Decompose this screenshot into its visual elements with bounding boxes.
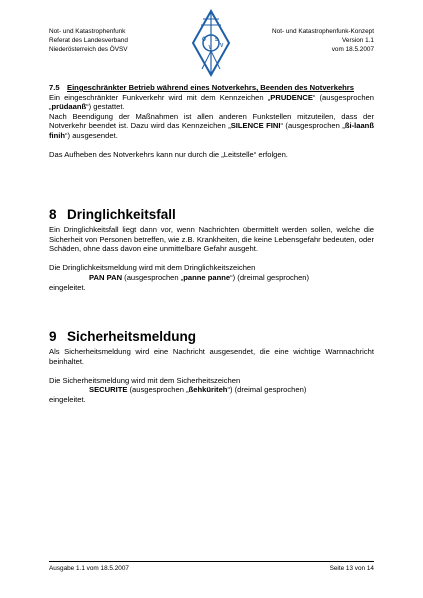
logo-letter-3: S — [215, 37, 219, 43]
paragraph: Ein Dringlichkeitsfall liegt dann vor, wenn Nachrichten übermittelt werden sollen, welche die Sicherheit von Personen betreffen, wie z.B. Krankheiten, die keine Lebensgefahr bedeuten, oder Schäden, ohne dass davon eine unmittelbare Gefahr ausgeht. — [49, 225, 374, 254]
logo-letter-4: V — [220, 43, 224, 49]
section-title: Eingeschränkter Betrieb während eines Notverkehrs, Beenden des Notverkehrs — [67, 83, 354, 92]
pronunciation: panne panne — [183, 272, 231, 282]
paragraph: Das Aufheben des Notverkehrs kann nur durch die „Leitstelle“ erfolgen. — [49, 150, 288, 160]
section-8 — [49, 207, 374, 292]
paragraph: eingeleitet. — [49, 282, 86, 292]
section-8-heading — [49, 207, 374, 223]
section-number: 7.5 — [49, 83, 60, 92]
header-right-line-1: Not- und Katastrophenfunk-Konzept — [272, 28, 374, 35]
section-number: 9 — [49, 329, 57, 344]
header-left-line-2: Referat des Landesverband — [49, 37, 128, 44]
pronunciation: ßehküriteh — [188, 385, 228, 395]
footer-divider — [49, 561, 374, 562]
header-right-line-3: vom 18.5.2007 — [331, 46, 374, 53]
pronunciation: prüdaanß — [51, 102, 87, 112]
header-right-line-2: Version 1.1 — [342, 37, 374, 44]
pronunciation: ßi-laanß finih — [49, 121, 374, 140]
paragraph: Die Dringlichkeitsmeldung wird mit dem Dringlichkeitszeichen — [49, 263, 256, 273]
section-title: Dringlichkeitsfall — [67, 207, 176, 222]
code-word: SILENCE FINI — [230, 121, 281, 131]
logo-letter-2: V — [208, 45, 212, 51]
paragraph: PAN PAN (ausgesprochen „panne panne“) (dreimal gesprochen) — [89, 272, 310, 282]
header-left-line-1: Not- und Katastrophenfunk — [49, 28, 126, 35]
oevsv-logo-icon — [191, 9, 231, 77]
code-word: PAN PAN — [89, 272, 123, 282]
section-7-5 — [49, 83, 374, 160]
section-title: Sicherheitsmeldung — [67, 329, 197, 344]
header-left-line-3: Niederösterreich des ÖVSV — [49, 46, 128, 53]
code-word: PRUDENCE — [270, 92, 313, 102]
section-number: 8 — [49, 207, 57, 222]
paragraph: Ein eingeschränkter Funkverkehr wird mit dem Kennzeichen „PRUDENCE“ (ausgesprochen „prüdaanß“) gestattet. — [49, 92, 374, 112]
code-word: SECURITE — [89, 385, 128, 395]
paragraph: Als Sicherheitsmeldung wird eine Nachricht ausgesendet, die eine wichtige Warnnachricht beinhaltet. — [49, 347, 374, 366]
paragraph: Nach Beendigung der Maßnahmen ist allen anderen Funkstellen mitzuteilen, dass der Notverkehr beendet ist. Dazu wird das Kennzeichen „SILENCE FINI“ (ausgesprochen „ßi-laanß finih“) ausgesendet. — [49, 111, 374, 140]
paragraph: Die Sicherheitsmeldung wird mit dem Sicherheitszeichen — [49, 375, 241, 385]
footer-page-number: Seite 13 von 14 — [329, 565, 374, 572]
footer-left: Ausgabe 1.1 vom 18.5.2007 — [49, 565, 129, 572]
paragraph: SECURITE (ausgesprochen „ßehküriteh“) (dreimal gesprochen) — [89, 385, 307, 395]
section-9-heading — [49, 329, 374, 345]
header-right — [272, 27, 374, 54]
paragraph: eingeleitet. — [49, 394, 86, 404]
section-7-5-heading — [49, 83, 374, 93]
section-9 — [49, 329, 374, 405]
header-left — [49, 27, 128, 54]
logo-letter-1: Ö — [202, 37, 206, 43]
